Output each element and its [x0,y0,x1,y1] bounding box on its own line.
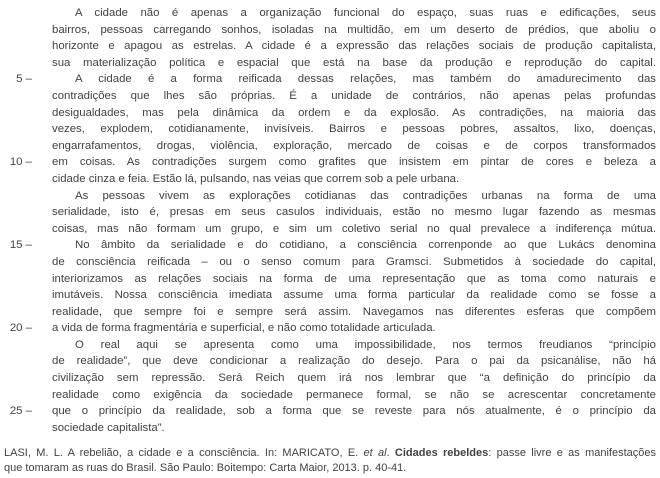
passage-line-row [0,320,660,337]
citation-segment: LASI, M. L. A rebelião, a cidade e a consciência. In: MARICATO, E. [4,447,364,460]
citation [4,446,656,476]
citation-segment: . [386,447,395,460]
passage-line-row [0,154,660,171]
passage-line-text: A cidade não é apenas a organização funcional do espaço, suas ruas e edificações, seus [75,7,656,19]
passage-line-text: imutáveis. Nossa consciência imediata assume uma forma particular da realidade como se fosse a [52,289,656,302]
passage-line-text: sociedade capitalista”. [52,421,165,434]
line-number: 20 – [9,322,32,335]
passage-line-row [0,121,660,138]
reading-passage [0,5,660,436]
passage-line-row [0,387,660,404]
line-number [0,188,52,205]
line-number [0,287,52,304]
passage-line-text: contradições que lhes são próprias. É a unidade de contrários, não apenas pelas profundas [52,89,656,102]
passage-line-row [0,138,660,155]
line-number [0,337,52,354]
line-number: 15 – [9,239,32,252]
passage-line-text: em coisas. As contradições surgem como grafites que insistem em pintar de cores e beleza a [52,156,656,169]
passage-line-row [0,105,660,122]
passage-line-row [0,38,660,55]
passage-line-text: horizonte e apagou as estrelas. A cidade é a expressão das relações sociais de produção capitalista, [52,40,656,53]
passage-line-text: que o princípio da realidade, sob a forma que se reveste para nós atualmente, é o princípio da [52,405,656,418]
line-number [0,420,52,437]
passage-line-row [0,370,660,387]
passage-line-text: de realidade”, que deve condicionar a realização do desejo. Para o pai da psicanálise, não há [52,355,656,368]
citation-line-2: que tomaram as ruas do Brasil. São Paulo: Boitempo: Carta Maior, 2013. p. 40-41. [4,462,407,475]
passage-line-text: interiorizamos as relações sociais na forma de uma representação que as toma como naturais e [52,272,656,285]
line-number [0,387,52,404]
line-number [0,221,52,238]
passage-line-text: desigualdades, mas pela dinâmica da ordem e da explosão. As contradições, na maioria das [52,106,656,119]
passage-line-text: realidade como exigência da sociedade permanece formal, se não se acrescentar concretamente [52,388,656,401]
line-number: 5 – [16,73,32,86]
passage-line-row [0,271,660,288]
passage-line-text: No âmbito da serialidade e do cotidiano, a consciência correnponde ao que Lukács denomina [75,239,656,252]
passage-line-row [0,337,660,354]
line-number [0,304,52,321]
line-number [0,105,52,122]
passage-line-text: vezes, explodem, cotidianamente, invisíveis. Bairros e pessoas pobres, assaltos, lixo, doenças, [52,123,656,136]
passage-line-text: A cidade é a forma reificada dessas relações, mas também do amadurecimento das [75,73,656,86]
citation-segment: Cidades rebeldes [394,447,489,460]
line-number [0,38,52,55]
passage-line-row [0,420,660,437]
citation-segment: : passe livre e as manifestações [488,447,656,460]
passage-line-text: serialidade, isto é, presas em seus casulos individuais, estão no mesmo lugar fazendo as mesmas [52,206,656,219]
passage-line-row [0,403,660,420]
passage-line-row [0,171,660,188]
line-number [0,22,52,39]
passage-line-row [0,304,660,321]
passage-line-text: bairros, pessoas carregando sonhos, isoladas na multidão, em um deserto de prédios, que aboliu o [52,23,656,36]
passage-line-text: O real aqui se apresenta como uma impossibilidade, nos termos freudianos “princípio [75,338,656,351]
line-number [0,353,52,370]
passage-line-row [0,5,660,22]
line-number [0,5,52,22]
passage-line-text: cidade cinza e feia. Estão lá, pulsando, nas veias que correm sob a pele urbana. [52,172,460,185]
passage-line-text: de consciência reificada – ou o senso comum para Gramsci. Submetidos à sociedade do capital, [52,255,656,268]
passage-line-row [0,88,660,105]
line-number [0,370,52,387]
passage-line-text: As pessoas vivem as explorações cotidianas das contradições urbanas na forma de uma [75,189,656,202]
passage-line-text: a vida de forma fragmentária e superficial, e não como totalidade articulada. [52,322,436,335]
citation-segment: et al [363,447,387,460]
line-number [0,88,52,105]
passage-line-text: civilização sem repressão. Será Reich quem irá nos lembrar que “a definição do princípio da [52,372,656,385]
passage-line-text: coisas, mas não formam um grupo, e sim um coletivo serial no qual prevalece a indiferença mútua. [52,222,656,235]
passage-line-row [0,221,660,238]
passage-line-row [0,254,660,271]
line-number: 10 – [9,156,32,169]
passage-line-text: engarrafamentos, drogas, violência, exploração, mercado de coisas e de corpos transformados [52,139,656,152]
passage-line-row [0,22,660,39]
passage-line-text: realidade, que sempre foi e sempre será assim. Navegamos nas diferentes esferas que compõem [52,305,656,318]
line-number [0,271,52,288]
line-number [0,121,52,138]
passage-line-row [0,204,660,221]
line-number [0,138,52,155]
passage-line-row [0,55,660,72]
passage-line-row [0,71,660,88]
citation-line-1 [4,446,656,461]
line-number [0,171,52,188]
line-number [0,254,52,271]
passage-line-row [0,353,660,370]
passage-line-row [0,237,660,254]
passage-line-text: sua materialização política e espacial que está na base da produção e reprodução do capital. [52,56,656,69]
line-number [0,55,52,72]
line-number: 25 – [9,405,32,418]
passage-line-row [0,287,660,304]
line-number [0,204,52,221]
passage-line-row [0,188,660,205]
